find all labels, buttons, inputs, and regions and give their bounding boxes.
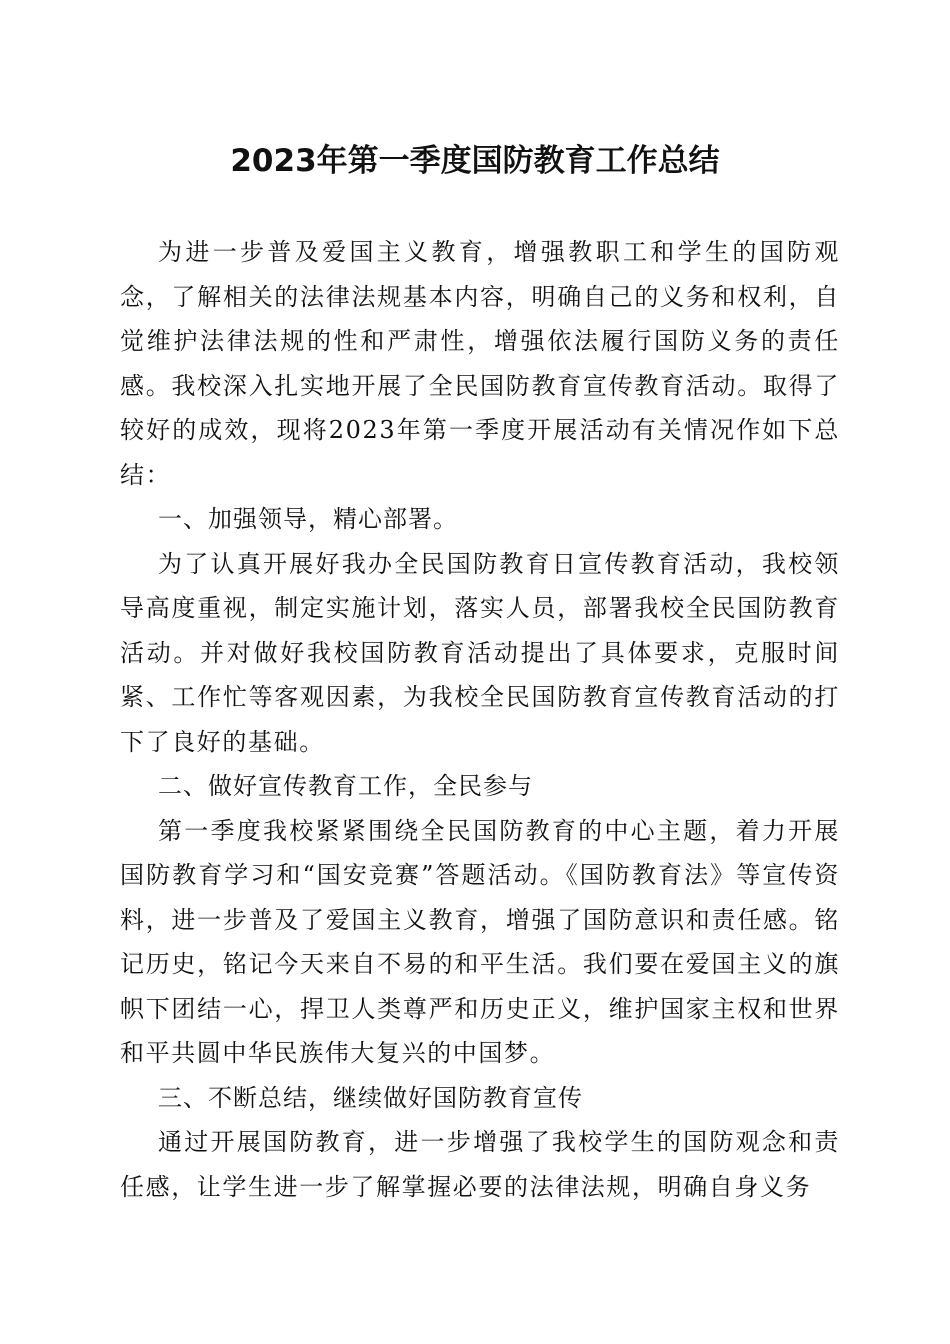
section-3-paragraph: 通过开展国防教育，进一步增强了我校学生的国防观念和责任感，让学生进一步了解掌握必要的法律法规，明确自身义务 [120,1128,840,1201]
section-1-paragraph: 为了认真开展好我办全民国防教育日宣传教育活动，我校领导高度重视，制定实施计划，落实人员，部署我校全民国防教育活动。并对做好我校国防教育活动提出了具体要求，克服时间紧、工作忙等客观因素，为我校全民国防教育宣传教育活动的打下了良好的基础。 [120,549,840,756]
section-1-heading: 一、加强领导，精心部署。 [158,505,458,533]
intro-paragraph: 为进一步普及爱国主义教育，增强教职工和学生的国防观念，了解相关的法律法规基本内容，明确自己的义务和权利，自觉维护法律法规的性和严肃性，增强依法履行国防义务的责任感。我校深入扎实地开展了全民国防教育宣传教育活动。取得了较好的成效，现将2023年第一季度开展活动有关情况作如下总结： [120,238,840,489]
document-body [120,230,840,1209]
section-2-paragraph: 第一季度我校紧紧围绕全民国防教育的中心主题，着力开展国防教育学习和“国安竞赛”答题活动。《国防教育法》等宣传资料，进一步普及了爱国主义教育，增强了国防意识和责任感。铭记历史，铭记今天来自不易的和平生活。我们要在爱国主义的旗帜下团结一心，捍卫人类尊严和历史正义，维护国家主权和世界和平共圆中华民族伟大复兴的中国梦。 [120,816,840,1067]
section-3-heading: 三、不断总结，继续做好国防教育宣传 [158,1083,583,1112]
document-title: 2023年第一季度国防教育工作总结 [230,143,720,179]
section-2-heading: 二、做好宣传教育工作，全民参与 [158,772,533,800]
